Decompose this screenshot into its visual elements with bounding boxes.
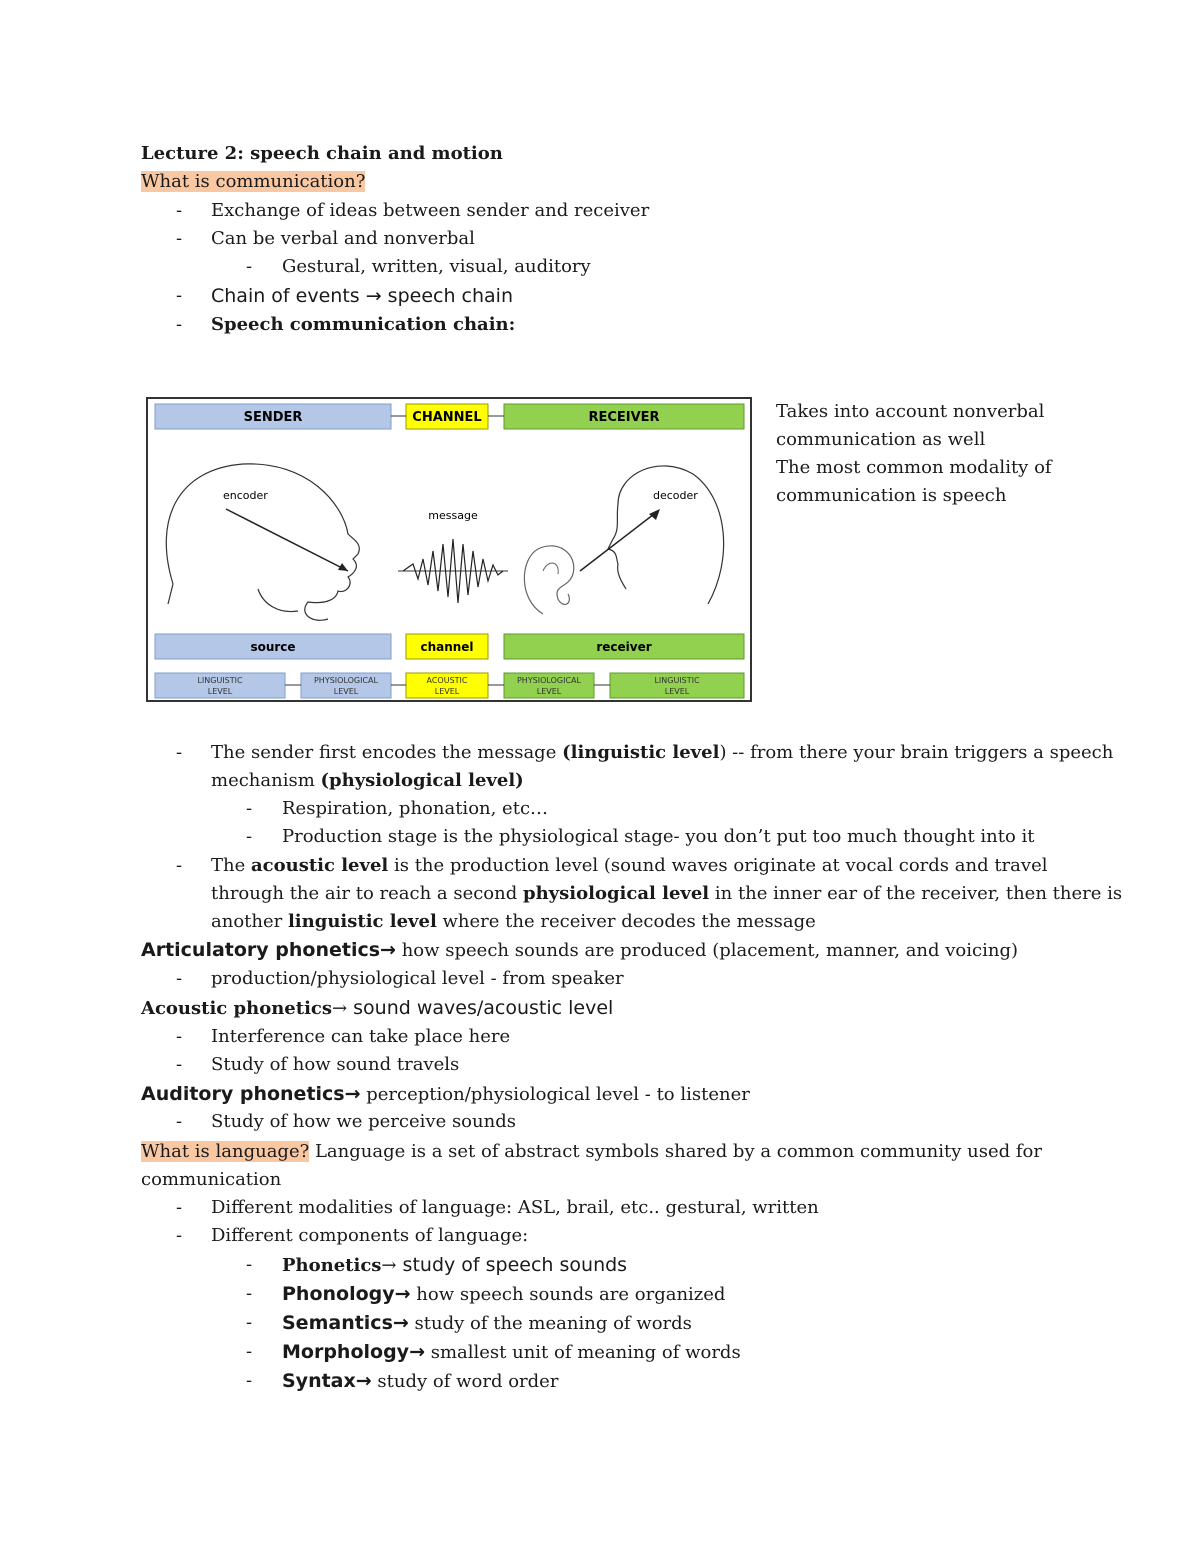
bullet-dash: - xyxy=(176,1197,183,1218)
receiver-head-outline xyxy=(608,466,724,604)
acoustic-phonetics: Acoustic phonetics→ sound waves/acoustic level xyxy=(141,997,614,1019)
bullet-dash: - xyxy=(176,1225,183,1246)
bullet-dash: - xyxy=(246,1312,253,1333)
bullet-dash: - xyxy=(176,200,183,221)
bullet-dash: - xyxy=(176,855,183,876)
decoder-label: decoder xyxy=(653,489,698,502)
receiver-label-2: receiver xyxy=(596,640,652,654)
bullet-dash: - xyxy=(246,826,253,847)
bullet-dash: - xyxy=(246,798,253,819)
bullet-dash: - xyxy=(176,968,183,989)
bullet-dash: - xyxy=(176,1026,183,1047)
bullet-dash: - xyxy=(246,1341,253,1362)
bullet-perceive-sounds: Study of how we perceive sounds xyxy=(211,1111,516,1132)
heading-communication xyxy=(141,168,365,196)
bullet-verbal: Can be verbal and nonverbal xyxy=(211,228,475,249)
sender-label: SENDER xyxy=(243,410,303,425)
bullet-acoustic-level-cont: through the air to reach a second physiological level in the inner ear of the receiver, then there is xyxy=(211,883,1123,904)
bullet-dash: - xyxy=(176,1054,183,1075)
bullet-speech-chain: Speech communication chain: xyxy=(211,314,516,335)
level-label-linguistic-2: LINGUISTIC xyxy=(654,676,700,685)
channel-label: CHANNEL xyxy=(412,410,482,425)
sidenote-line: Takes into account nonverbal xyxy=(776,401,1045,422)
component-syntax: Syntax→ study of word order xyxy=(282,1370,559,1392)
page-title: Lecture 2: speech chain and motion xyxy=(141,143,503,164)
bullet-sound-travels: Study of how sound travels xyxy=(211,1054,460,1075)
level-word: LEVEL xyxy=(333,687,359,696)
level-word: LEVEL xyxy=(664,687,690,696)
level-label-physiological-2: PHYSIOLOGICAL xyxy=(516,676,582,685)
bullet-dash: - xyxy=(246,1283,253,1304)
channel-label-2: channel xyxy=(420,640,474,654)
bullet-dash: - xyxy=(246,1370,253,1391)
bullet-dash: - xyxy=(176,285,183,306)
sidenote-line: communication is speech xyxy=(776,485,1007,506)
bullet-dash: - xyxy=(176,314,183,335)
bullet-dash: - xyxy=(176,1111,183,1132)
language-definition: What is language? Language is a set of abstract symbols shared by a common community used for xyxy=(141,1141,1042,1162)
ear-outline xyxy=(524,546,573,614)
component-phonetics: Phonetics→ study of speech sounds xyxy=(282,1254,628,1276)
bullet-dash: - xyxy=(176,742,183,763)
level-label-acoustic: ACOUSTIC xyxy=(426,676,468,685)
encoder-label: encoder xyxy=(223,489,268,502)
language-definition-cont: communication xyxy=(141,1169,282,1190)
highlight-question: What is communication? xyxy=(141,171,366,192)
bullet-exchange: Exchange of ideas between sender and receiver xyxy=(211,200,650,221)
component-semantics: Semantics→ study of the meaning of words xyxy=(282,1312,692,1334)
level-word: LEVEL xyxy=(536,687,562,696)
level-label-physiological: PHYSIOLOGICAL xyxy=(313,676,379,685)
message-label: message xyxy=(428,509,478,522)
bullet-sender-encodes: The sender first encodes the message (linguistic level) -- from there your brain triggers a speech xyxy=(211,742,1114,763)
auditory-phonetics: Auditory phonetics→ perception/physiological level - to listener xyxy=(141,1083,750,1105)
source-label: source xyxy=(250,640,296,654)
bullet-respiration: Respiration, phonation, etc… xyxy=(282,798,549,819)
figure-sidenote xyxy=(776,398,1076,510)
bullet-acoustic-level-cont2: another linguistic level where the receiver decodes the message xyxy=(211,911,816,932)
bullet-chain: Chain of events → speech chain xyxy=(211,285,513,307)
bullet-production-physiological: production/physiological level - from speaker xyxy=(211,968,624,989)
component-phonology: Phonology→ how speech sounds are organized xyxy=(282,1283,726,1305)
sidenote-line: communication as well xyxy=(776,429,986,450)
bullet-modalities: Gestural, written, visual, auditory xyxy=(282,256,591,277)
receiver-label: RECEIVER xyxy=(588,410,660,425)
sidenote-line: The most common modality of xyxy=(776,457,1052,478)
speech-chain-figure xyxy=(146,397,752,702)
component-morphology: Morphology→ smallest unit of meaning of words xyxy=(282,1341,741,1363)
bullet-language-modalities: Different modalities of language: ASL, brail, etc.. gestural, written xyxy=(211,1197,819,1218)
level-label-linguistic: LINGUISTIC xyxy=(197,676,243,685)
articulatory-phonetics: Articulatory phonetics→ how speech sounds are produced (placement, manner, and voicing) xyxy=(141,939,1019,961)
bullet-production-stage: Production stage is the physiological stage- you don’t put too much thought into it xyxy=(282,826,1035,847)
bullet-dash: - xyxy=(176,228,183,249)
sender-head-outline xyxy=(166,464,359,620)
level-word: LEVEL xyxy=(207,687,233,696)
bullet-interference: Interference can take place here xyxy=(211,1026,511,1047)
bullet-acoustic-level: The acoustic level is the production level (sound waves originate at vocal cords and travel xyxy=(211,855,1048,876)
bullet-sender-encodes-cont: mechanism (physiological level) xyxy=(211,770,524,791)
bullet-dash: - xyxy=(246,1254,253,1275)
bullet-dash: - xyxy=(246,256,253,277)
bullet-language-components: Different components of language: xyxy=(211,1225,529,1246)
level-word: LEVEL xyxy=(434,687,460,696)
